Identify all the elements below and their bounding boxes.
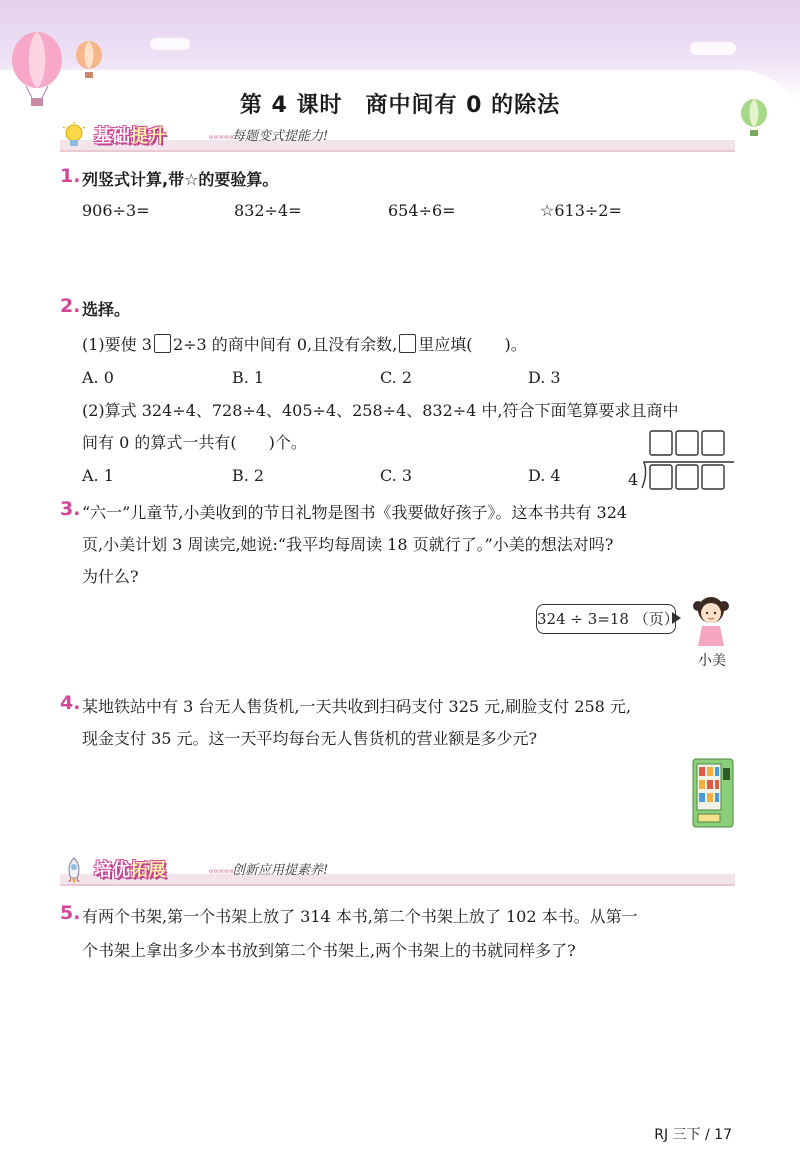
question-number: 5.	[60, 902, 81, 924]
section-subtitle: 每题变式提能力!	[232, 129, 329, 144]
option-c: C. 3	[380, 466, 413, 485]
calc-item: 654÷6=	[388, 201, 456, 220]
subquestion-2-line2: 间有 0 的算式一共有( )个。	[82, 433, 307, 452]
cloud-icon	[690, 42, 736, 55]
speech-bubble-tail	[672, 612, 681, 624]
question-text: 个书架上拿出多少本书放到第二个书架上,两个书架上的书就同样多了?	[82, 941, 576, 960]
arrows-decoration: «««««	[208, 132, 234, 143]
blank-box	[399, 334, 416, 353]
section-header-basic	[60, 124, 735, 152]
question-text: 某地铁站中有 3 台无人售货机,一天共收到扫码支付 325 元,刷脸支付 258 元,	[82, 697, 632, 716]
option-b: B. 1	[232, 368, 265, 387]
page-title: 第 4 课时 商中间有 0 的除法	[239, 93, 561, 118]
character-caption: 小美	[698, 653, 726, 669]
option-a: A. 0	[82, 368, 114, 387]
question-number: 3.	[60, 498, 81, 520]
lightbulb-icon	[60, 122, 88, 150]
option-a: A. 1	[82, 466, 114, 485]
blank-box	[154, 334, 171, 353]
question-text: 页,小美计划 3 周读完,她说:“我平均每周读 18 页就行了。”小美的想法对吗?	[82, 535, 614, 554]
question-number: 4.	[60, 692, 81, 714]
option-d: D. 4	[528, 466, 561, 485]
option-c: C. 2	[380, 368, 413, 387]
question-number: 2.	[60, 295, 81, 317]
section-header-advanced	[60, 858, 735, 886]
divisor: 4	[628, 470, 639, 489]
option-b: B. 2	[232, 466, 265, 485]
question-prompt: 列竖式计算,带☆的要验算。	[82, 170, 279, 189]
rocket-icon	[60, 856, 88, 884]
subquestion-1: (1)要使 3 2÷3 的商中间有 0,且没有余数, 里应填( )。	[82, 335, 527, 354]
calc-item: 832÷4=	[234, 201, 302, 220]
option-d: D. 3	[528, 368, 561, 387]
vending-machine-icon	[692, 758, 734, 828]
hot-air-balloon-icon	[72, 40, 106, 80]
calc-item: ☆613÷2=	[540, 201, 622, 220]
section-title: 基础提升	[94, 126, 166, 147]
cloud-icon	[150, 38, 190, 50]
question-text: “六一”儿童节,小美收到的节日礼物是图书《我要做好孩子》。这本书共有 324	[82, 503, 628, 522]
question-text: 为什么?	[82, 567, 139, 586]
arrows-decoration: «««««	[208, 866, 234, 877]
subquestion-2-line1: (2)算式 324÷4、728÷4、405÷4、258÷4、832÷4 中,符合下面笔算要求且商中	[82, 401, 679, 420]
question-number: 1.	[60, 165, 81, 187]
question-prompt: 选择。	[82, 300, 131, 319]
section-title: 培优拓展	[94, 860, 166, 881]
speech-bubble: 324 ÷ 3=18 （页）	[536, 604, 676, 634]
question-text: 有两个书架,第一个书架上放了 314 本书,第二个书架上放了 102 本书。从第一	[82, 907, 638, 926]
section-subtitle: 创新应用提素养!	[232, 863, 329, 878]
girl-character-icon	[686, 594, 736, 646]
page-footer: RJ 三下 / 17	[654, 1127, 732, 1143]
calc-item: 906÷3=	[82, 201, 150, 220]
question-text: 现金支付 35 元。这一天平均每台无人售货机的营业额是多少元?	[82, 729, 538, 748]
long-division-diagram	[622, 428, 738, 494]
